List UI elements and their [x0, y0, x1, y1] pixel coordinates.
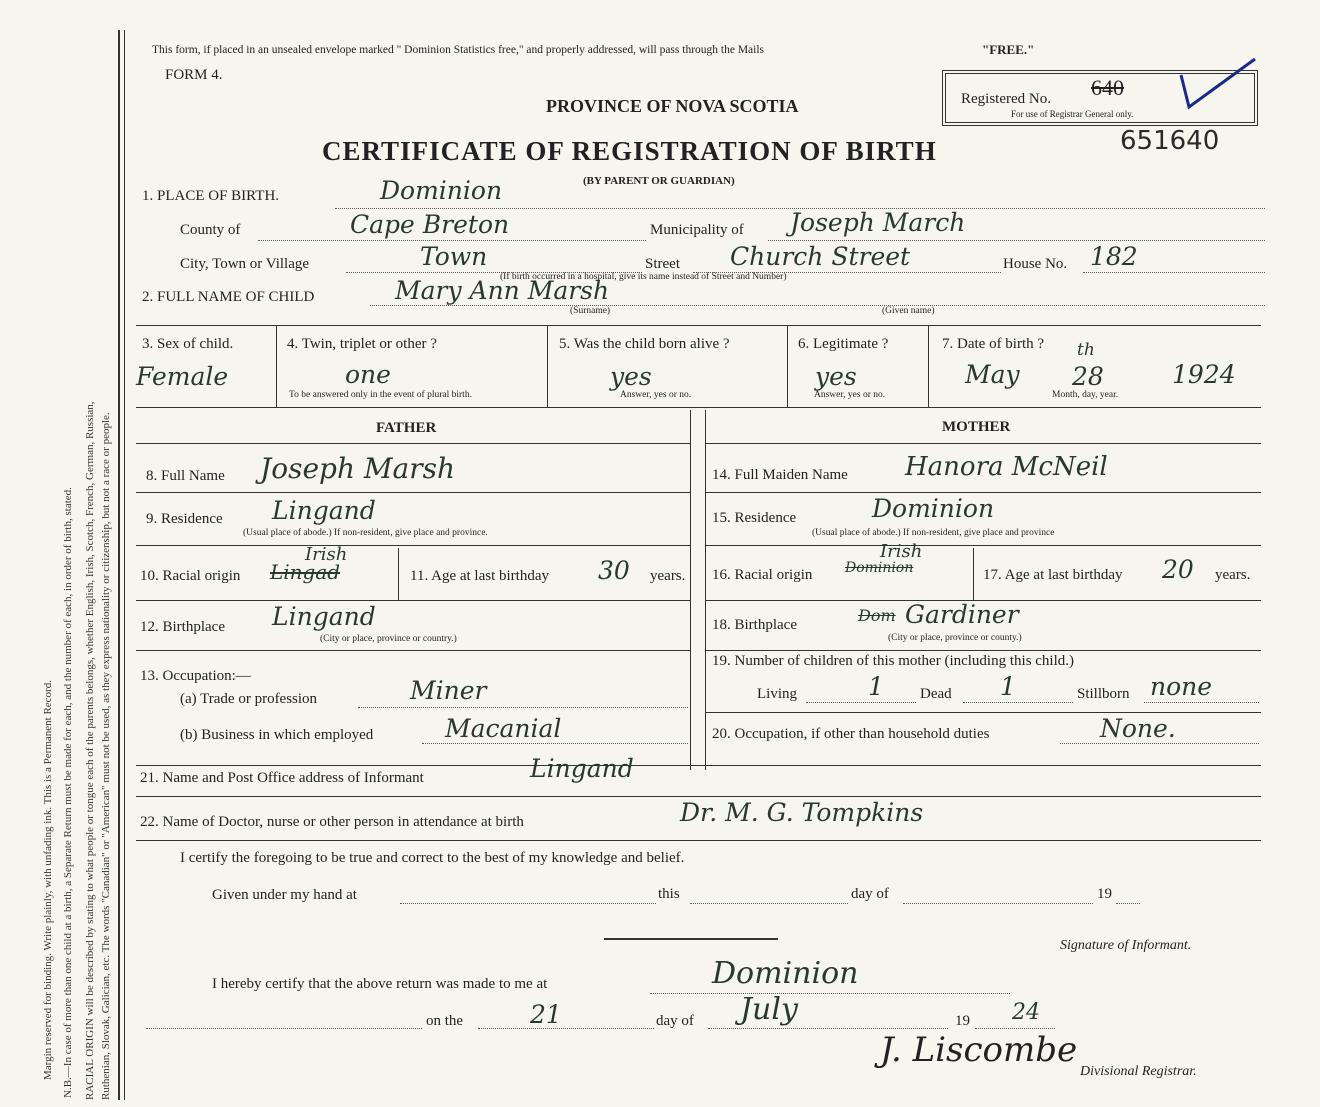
trade-label: (a) Trade or profession: [180, 691, 318, 707]
legit-label: 6. Legitimate ?: [798, 336, 889, 352]
registrar-title: Divisional Registrar.: [1080, 1064, 1197, 1079]
mother-residence-note: (Usual place of abode.) If non-resident, give place and province: [812, 528, 1055, 538]
living-value: 1: [868, 672, 884, 701]
occupation-label: 13. Occupation:—: [140, 668, 251, 684]
father-race-label: 10. Racial origin: [140, 568, 241, 584]
legit-note: Answer, yes or no.: [814, 390, 886, 400]
father-race-value: Irish: [305, 544, 348, 565]
registrar-signature: J. Liscombe: [880, 1030, 1078, 1070]
dead-label: Dead: [920, 686, 952, 702]
doctor-value: Dr. M. G. Tompkins: [680, 798, 924, 827]
registered-number: 651640: [1120, 126, 1220, 156]
mother-heading: MOTHER: [942, 419, 1011, 435]
mother-occupation-label: 20. Occupation, if other than household duties: [712, 726, 990, 742]
margin-note: Margin reserved for binding. Write plainly, with unfading ink. This is a Permanent Record.: [42, 680, 54, 1080]
this-label: this: [658, 886, 680, 902]
given-label: Given under my hand at: [212, 887, 357, 903]
alive-label: 5. Was the child born alive ?: [559, 336, 730, 352]
left-border-inner: [124, 30, 125, 1100]
doctor-label: 22. Name of Doctor, nurse or other person in attendance at birth: [140, 814, 524, 830]
province-heading: PROVINCE OF NOVA SCOTIA: [546, 96, 799, 116]
father-birthplace-label: 12. Birthplace: [140, 619, 225, 635]
county-label: County of: [180, 222, 241, 238]
twin-note: To be answered only in the event of plural birth.: [289, 390, 472, 400]
racial-note-2: Ruthenian, Slovak, Galician, etc. The words "Canadian" or "American" must not be used, as they express nationality or citizenship, but not a race or people.: [100, 412, 112, 1100]
living-label: Living: [757, 686, 797, 702]
legit-value: yes: [815, 362, 857, 391]
return-place: Dominion: [712, 956, 859, 991]
street-value: Church Street: [730, 242, 911, 271]
trade-value: Miner: [410, 676, 487, 705]
checkmark-icon: [1179, 57, 1259, 113]
father-birthplace-value: Lingand: [272, 602, 376, 631]
mother-residence-value: Dominion: [872, 494, 995, 523]
mother-race-value: Irish: [880, 541, 923, 562]
day-of-label: day of: [851, 886, 889, 902]
return-year: 24: [1012, 1000, 1040, 1025]
father-heading: FATHER: [376, 420, 437, 436]
business-label: (b) Business in which employed: [180, 727, 374, 743]
mother-age-label: 17. Age at last birthday: [983, 567, 1123, 583]
dob-label: 7. Date of birth ?: [942, 336, 1045, 352]
place-label: 1. PLACE OF BIRTH.: [142, 188, 280, 204]
year-prefix-2: 19: [955, 1013, 970, 1029]
child-name-value: Mary Ann Marsh: [395, 276, 610, 305]
mother-age-value: 20: [1162, 555, 1194, 584]
informant-value: Lingand: [530, 754, 634, 783]
mother-name-label: 14. Full Maiden Name: [712, 467, 848, 483]
racial-note-1: RACIAL ORIGIN will be described by stating to what people or tongue each of the parents belongs, whether English, Irish, Scotch, French, German, Russian,: [84, 401, 96, 1100]
informant-label: 21. Name and Post Office address of Informant: [140, 770, 424, 786]
stillborn-label: Stillborn: [1077, 686, 1130, 702]
father-residence-note: (Usual place of abode.) If non-resident, give place and province.: [243, 528, 488, 538]
given-note: (Given name): [882, 306, 935, 316]
father-years-label: years.: [650, 568, 686, 584]
mother-birthplace-label: 18. Birthplace: [712, 617, 797, 633]
twin-value: one: [345, 360, 391, 389]
return-month: July: [740, 992, 798, 1027]
mother-race-label: 16. Racial origin: [712, 567, 813, 583]
municipality-value: Joseph March: [790, 208, 966, 237]
nb-note: N.B.—In case of more than one child at a birth, a Separate Return must be made for each, and the number of each, in order of birth, stated.: [62, 487, 74, 1098]
child-name-label: 2. FULL NAME OF CHILD: [142, 289, 315, 305]
father-residence-label: 9. Residence: [146, 511, 223, 527]
children-label: 19. Number of children of this mother (including this child.): [712, 653, 1075, 669]
mother-residence-label: 15. Residence: [712, 510, 797, 526]
mother-occupation-value: None.: [1100, 714, 1176, 743]
city-value: Town: [420, 242, 488, 271]
father-residence-value: Lingand: [272, 496, 376, 525]
on-the-label: on the: [426, 1013, 464, 1029]
mother-birthplace-value: Gardiner: [905, 600, 1019, 629]
father-age-value: 30: [598, 556, 630, 585]
father-age-label: 11. Age at last birthday: [410, 568, 549, 584]
day-of-label-2: day of: [656, 1013, 694, 1029]
stillborn-value: none: [1150, 672, 1213, 701]
father-name-label: 8. Full Name: [146, 468, 225, 484]
business-value: Macanial: [445, 714, 562, 743]
father-birthplace-note: (City or place, province or country.): [320, 634, 457, 644]
dob-year: 1924: [1172, 360, 1236, 389]
return-day: 21: [530, 1000, 562, 1029]
informant-signature-label: Signature of Informant.: [1060, 938, 1192, 953]
twin-label: 4. Twin, triplet or other ?: [287, 336, 437, 352]
father-name-value: Joseph Marsh: [260, 452, 456, 485]
left-border: [118, 30, 120, 1100]
registered-label: Registered No.: [961, 91, 1051, 107]
alive-value: yes: [610, 362, 652, 391]
mother-race-struck: Dominion: [845, 560, 914, 576]
dob-month: May: [965, 360, 1020, 389]
mother-years-label: years.: [1215, 567, 1251, 583]
sex-label: 3. Sex of child.: [142, 336, 234, 352]
hospital-note: (If birth occurred in a hospital, give its name instead of Street and Number): [500, 272, 787, 282]
house-value: 182: [1090, 242, 1138, 271]
dob-note: Month, day, year.: [1052, 390, 1119, 400]
registered-struck: 640: [1091, 75, 1124, 100]
mail-notice: This form, if placed in an unsealed envelope marked " Dominion Statistics free," and properly addressed, will pass through the Mails: [152, 44, 765, 56]
street-label: Street: [645, 256, 680, 272]
county-value: Cape Breton: [350, 210, 510, 239]
dob-day: 28: [1072, 362, 1104, 391]
registrar-box: [942, 70, 1258, 126]
father-race-struck: Lingad: [270, 560, 341, 584]
year-prefix: 19: [1097, 886, 1112, 902]
municipality-label: Municipality of: [650, 222, 744, 238]
mother-name-value: Hanora McNeil: [905, 452, 1108, 482]
certify-line: I certify the foregoing to be true and correct to the best of my knowledge and belief.: [180, 850, 685, 866]
place-value: Dominion: [380, 176, 503, 205]
free-label: "FREE.": [982, 42, 1035, 57]
form-number: FORM 4.: [165, 67, 223, 83]
mother-birthplace-note: (City or place, province or county.): [888, 633, 1022, 643]
registrar-note: For use of Registrar General only.: [1011, 109, 1134, 119]
mother-birthplace-struck: Dom: [858, 606, 896, 625]
city-label: City, Town or Village: [180, 256, 310, 272]
surname-note: (Surname): [570, 306, 611, 316]
page-subtitle: (BY PARENT OR GUARDIAN): [583, 175, 735, 187]
dead-value: 1: [1000, 672, 1016, 701]
house-label: House No.: [1003, 256, 1068, 272]
return-label: I hereby certify that the above return was made to me at: [212, 976, 548, 992]
page-title: CERTIFICATE OF REGISTRATION OF BIRTH: [322, 136, 937, 166]
sex-value: Female: [136, 362, 229, 391]
alive-note: Answer, yes or no.: [620, 390, 692, 400]
dob-th: th: [1077, 340, 1095, 360]
